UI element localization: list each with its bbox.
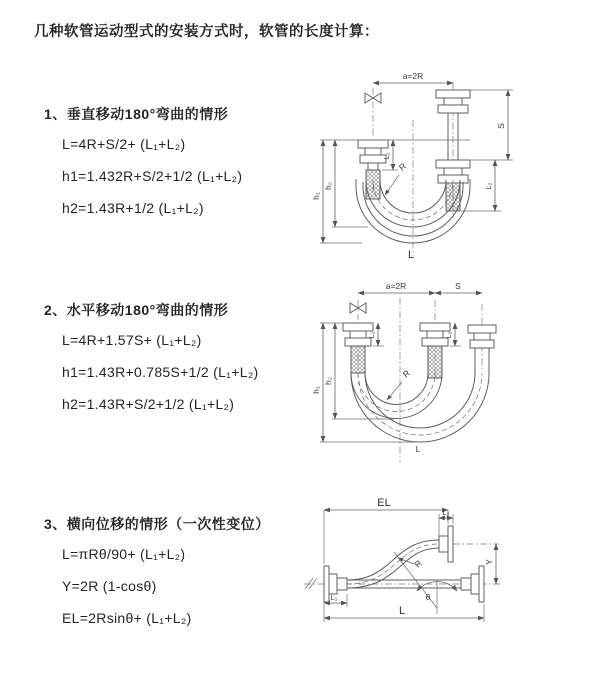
dim-l-total — [324, 604, 484, 622]
label-l-total: L — [415, 444, 421, 454]
label-s: S — [455, 281, 461, 291]
section-2-formula-h2: h2=1.43R+S/2+1/2 (L₁+L₂) — [62, 396, 235, 412]
label-el: EL — [377, 497, 391, 509]
dim-y — [484, 544, 496, 584]
label-h2: h₂ — [323, 376, 333, 386]
label-l1: L₁ — [382, 152, 391, 160]
label-r: R — [396, 160, 408, 173]
section-3-formula-Y: Y=2R (1-cosθ) — [62, 578, 157, 594]
dim-el — [324, 497, 448, 564]
section-3-formula-L: L=πRθ/90+ (L₁+L₂) — [62, 546, 186, 562]
upper-flange-fitting — [439, 526, 453, 562]
label-h1: h₁ — [311, 386, 321, 394]
left-fitting — [343, 323, 373, 373]
dims-top — [358, 281, 482, 293]
label-r: R — [412, 558, 424, 570]
radius-leader — [387, 368, 412, 400]
label-theta: θ — [425, 592, 431, 602]
page-title: 几种软管运动型式的安装方式时，软管的长度计算： — [34, 24, 379, 40]
diagram-horizontal-180-bend — [310, 278, 595, 470]
section-1-formula-L: L=4R+S/2+ (L₁+L₂) — [62, 136, 186, 152]
dim-a2r — [373, 71, 453, 83]
label-r: R — [400, 367, 412, 380]
section-1-heading: 1、垂直移动180°弯曲的情形 — [44, 106, 229, 122]
label-l2: L₂ — [442, 508, 450, 517]
right-fitting-original — [461, 566, 484, 602]
radius-leader — [385, 161, 408, 195]
diagram-vertical-180-bend — [308, 68, 593, 266]
hose-displaced-position — [347, 540, 439, 588]
label-h2: h₂ — [323, 181, 333, 191]
section-3-formula-EL: EL=2Rsinθ+ (L₁+L₂) — [62, 610, 192, 626]
section-2-formula-h1: h1=1.43R+0.785S+1/2 (L₁+L₂) — [62, 364, 259, 380]
dims-right-stroke — [461, 90, 513, 211]
diagram-lateral-displacement — [296, 496, 594, 664]
middle-fitting — [420, 323, 450, 378]
pipe-break-symbol — [305, 578, 317, 589]
label-l1: L₁ — [367, 331, 376, 339]
label-l2: L₂ — [444, 331, 453, 339]
label-l-total: L — [407, 249, 415, 261]
label-a2r: a=2R — [385, 281, 407, 291]
section-2-heading: 2、水平移动180°弯曲的情形 — [44, 302, 229, 318]
section-1-formula-h2: h2=1.43R+1/2 (L₁+L₂) — [62, 200, 204, 216]
section-1-formula-h1: h1=1.432R+S/2+1/2 (L₁+L₂) — [62, 168, 243, 184]
label-y: Y — [484, 559, 494, 565]
label-l2: L₂ — [484, 182, 493, 190]
label-a2r: a=2R — [402, 71, 424, 81]
section-2-formula-L: L=4R+1.57S+ (L₁+L₂) — [62, 332, 202, 348]
label-l1: L₁ — [330, 593, 338, 602]
label-h1: h₁ — [311, 192, 321, 200]
radius-leader — [398, 558, 424, 569]
label-s: S — [496, 123, 506, 129]
label-l: L — [398, 605, 406, 617]
hose-u-arcs — [351, 373, 489, 442]
section-3-heading: 3、横向位移的情形（一次性变位） — [44, 516, 270, 532]
